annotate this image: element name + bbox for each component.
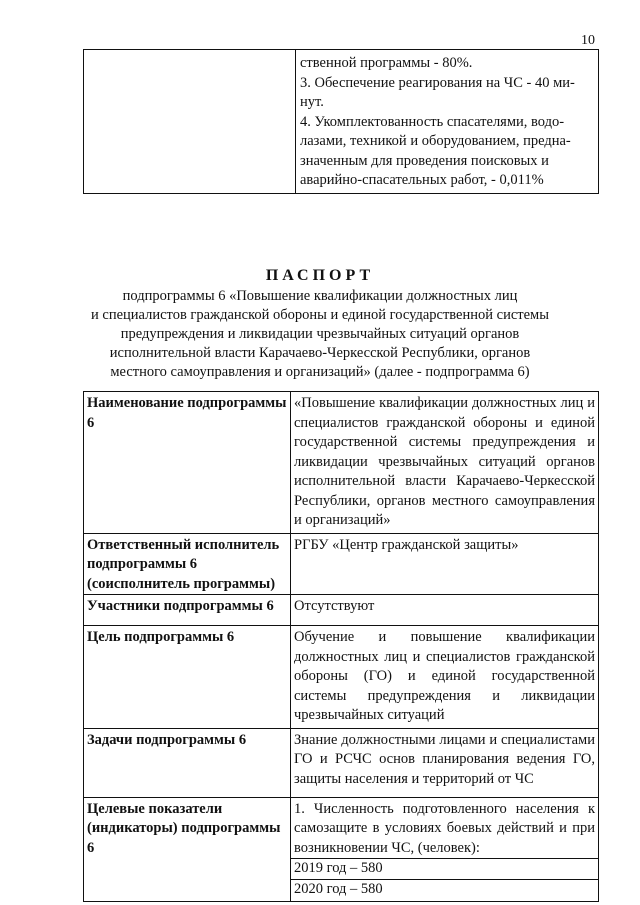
- subtitle-line: предупреждения и ликвидации чрезвычайных ситуаций органов: [120, 326, 520, 342]
- table-row: [84, 533, 599, 595]
- continued-table: [83, 49, 599, 194]
- responsible-value: РГБУ «Центр гражданской защиты»: [291, 533, 599, 595]
- table-row: [84, 626, 599, 729]
- tasks-value: Знание должностными лицами и специалистами ГО и РСЧС основ планирования ведения ГО, защиты населения и территорий от ЧС: [291, 728, 599, 797]
- subtitle-line: исполнительной власти Карачаево-Черкесской Республики, органов: [109, 345, 531, 361]
- passport-table: [83, 391, 599, 902]
- tasks-label: Задачи подпрограммы 6: [84, 728, 291, 797]
- goal-value: Обучение и повышение квалификации должностных лиц и специалистов гражданской обороны (ГО) и единой государственной системы предупреждения и ликвидации чрезвычайных ситуаций: [291, 626, 599, 729]
- responsible-label: Ответственный исполнитель подпрограммы 6 (соисполнитель программы): [84, 533, 291, 595]
- passport-subtitle: [0, 287, 640, 382]
- name-label: Наименование подпрограммы 6: [84, 392, 291, 534]
- participants-value: Отсутствуют: [291, 595, 599, 626]
- participants-label: Участники подпрограммы 6: [84, 595, 291, 626]
- text-line: лазами, техникой и оборудованием, предна-: [300, 133, 571, 149]
- indicators-value: [291, 797, 599, 902]
- subtitle-line: и специалистов гражданской обороны и единой государственной системы: [91, 307, 549, 323]
- text-line: аварийно-спасательных работ, - 0,011%: [300, 172, 544, 188]
- text-line: значенным для проведения поисковых и: [300, 152, 549, 169]
- passport-heading: [0, 267, 640, 382]
- indicator-year-2019: 2019 год – 580: [290, 858, 599, 879]
- passport-title: ПАСПОРТ: [265, 267, 375, 284]
- indicators-label: Целевые показатели (индикаторы) подпрограммы 6: [84, 797, 291, 902]
- table-row: [84, 797, 599, 902]
- indicator-text: 1. Численность подготовленного населения к самозащите в условиях боевых действий и при возникновении ЧС, (человек):: [294, 800, 595, 856]
- name-value: «Повышение квалификации должностных лиц и специалистов гражданской обороны и единой государственной системы предупреждения и ликвидации чрезвычайных ситуаций органов исполнительной власти Карачаево-Черкесской Республики, органов местного самоуправления и организаций»: [291, 392, 599, 534]
- text-line: 4. Укомплектованность спасателями, водо-: [300, 113, 565, 130]
- text-line: 3. Обеспечение реагирования на ЧС - 40 ми-: [300, 74, 575, 91]
- table-row: [84, 728, 599, 797]
- indicator-year-2020: 2020 год – 580: [290, 879, 599, 900]
- table-row: [84, 392, 599, 534]
- subtitle-line: подпрограммы 6 «Повышение квалификации должностных лиц: [122, 288, 518, 304]
- empty-cell: [84, 50, 296, 194]
- text-line: ственной программы - 80%.: [300, 55, 473, 71]
- indicators-continued-cell: [296, 50, 599, 194]
- goal-label: Цель подпрограммы 6: [84, 626, 291, 729]
- subtitle-line: местного самоуправления и организаций» (далее - подпрограмма 6): [110, 364, 530, 380]
- text-line: нут.: [300, 94, 324, 110]
- page-number: 10: [581, 33, 595, 48]
- table-row: [84, 595, 599, 626]
